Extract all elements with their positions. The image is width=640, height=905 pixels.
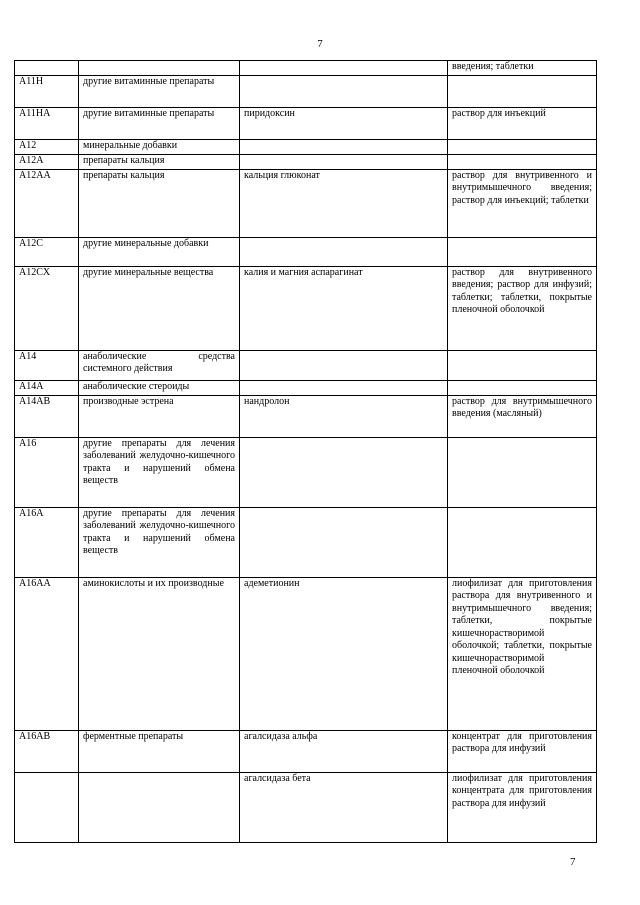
- atc-code-cell: A12A: [15, 154, 79, 169]
- table-row: [15, 507, 597, 577]
- drug-cell: агалсидаза бета: [240, 772, 448, 842]
- form-cell: раствор для внутривенного введения; раствор для инфузий; таблетки; таблетки, покрытые пленочной оболочкой: [448, 266, 597, 350]
- drug-cell: [240, 154, 448, 169]
- form-cell: [448, 507, 597, 577]
- form-cell: [448, 237, 597, 266]
- form-cell: лиофилизат для приготовления раствора для внутривенного и внутримышечного введения; таблетки, покрытые кишечнорастворимой оболочкой; таблетки, покрытые кишечнорастворимой пленочной оболочкой: [448, 577, 597, 730]
- atc-code-cell: A12AA: [15, 169, 79, 237]
- form-cell: [448, 437, 597, 507]
- drug-cell: [240, 139, 448, 154]
- drug-cell: кальция глюконат: [240, 169, 448, 237]
- atc-code-cell: A11H: [15, 75, 79, 107]
- group-cell: другие витаминные препараты: [79, 107, 240, 139]
- table-row: [15, 107, 597, 139]
- table-row: [15, 577, 597, 730]
- table-row: [15, 437, 597, 507]
- table-row: [15, 139, 597, 154]
- group-cell: аминокислоты и их производные: [79, 577, 240, 730]
- atc-code-cell: A14AB: [15, 395, 79, 437]
- table-row: [15, 772, 597, 842]
- form-cell: введения; таблетки: [448, 61, 597, 76]
- drug-cell: адеметионин: [240, 577, 448, 730]
- drug-cell: агалсидаза альфа: [240, 730, 448, 772]
- atc-code-cell: [15, 772, 79, 842]
- table-row: [15, 380, 597, 395]
- atc-code-cell: A12: [15, 139, 79, 154]
- page-number-top: 7: [317, 38, 323, 50]
- form-cell: [448, 350, 597, 380]
- group-cell: другие минеральные вещества: [79, 266, 240, 350]
- atc-code-cell: [15, 61, 79, 76]
- atc-code-cell: A16: [15, 437, 79, 507]
- group-cell: другие минеральные добавки: [79, 237, 240, 266]
- atc-code-cell: A16AB: [15, 730, 79, 772]
- drug-cell: пиридоксин: [240, 107, 448, 139]
- group-cell: другие препараты для лечения заболеваний желудочно-кишечного тракта и нарушений обмена веществ: [79, 437, 240, 507]
- table-row: [15, 350, 597, 380]
- group-cell: ферментные препараты: [79, 730, 240, 772]
- drug-cell: [240, 350, 448, 380]
- form-cell: [448, 139, 597, 154]
- form-cell: [448, 380, 597, 395]
- group-cell: другие витаминные препараты: [79, 75, 240, 107]
- table-row: [15, 154, 597, 169]
- atc-code-cell: A12C: [15, 237, 79, 266]
- form-cell: раствор для инъекций: [448, 107, 597, 139]
- drug-cell: нандролон: [240, 395, 448, 437]
- atc-code-cell: A11HA: [15, 107, 79, 139]
- form-cell: лиофилизат для приготовления концентрата для приготовления раствора для инфузий: [448, 772, 597, 842]
- form-cell: раствор для внутривенного и внутримышечного введения; раствор для инъекций; таблетки: [448, 169, 597, 237]
- atc-code-cell: A16A: [15, 507, 79, 577]
- table-row: [15, 395, 597, 437]
- group-cell: производные эстрена: [79, 395, 240, 437]
- group-cell: [79, 772, 240, 842]
- form-cell: [448, 75, 597, 107]
- group-cell: минеральные добавки: [79, 139, 240, 154]
- drug-cell: [240, 75, 448, 107]
- table-row: [15, 169, 597, 237]
- drug-cell: [240, 237, 448, 266]
- group-cell: анаболические стероиды: [79, 380, 240, 395]
- drug-cell: [240, 507, 448, 577]
- drug-cell: [240, 437, 448, 507]
- group-cell: [79, 61, 240, 76]
- table-row: [15, 75, 597, 107]
- form-cell: раствор для внутримышечного введения (масляный): [448, 395, 597, 437]
- atc-code-cell: A14: [15, 350, 79, 380]
- drug-cell: [240, 380, 448, 395]
- form-cell: [448, 154, 597, 169]
- page-number-bottom: 7: [570, 856, 576, 868]
- drug-table: [14, 60, 597, 843]
- table-row: [15, 266, 597, 350]
- form-cell: концентрат для приготовления раствора для инфузий: [448, 730, 597, 772]
- group-cell: препараты кальция: [79, 169, 240, 237]
- group-cell: анаболические средства системного действия: [79, 350, 240, 380]
- table-row: [15, 237, 597, 266]
- group-cell: препараты кальция: [79, 154, 240, 169]
- table-row: [15, 730, 597, 772]
- atc-code-cell: A14A: [15, 380, 79, 395]
- drug-cell: [240, 61, 448, 76]
- atc-code-cell: A16AA: [15, 577, 79, 730]
- atc-code-cell: A12CX: [15, 266, 79, 350]
- drug-cell: калия и магния аспарагинат: [240, 266, 448, 350]
- table-row: [15, 61, 597, 76]
- group-cell: другие препараты для лечения заболеваний желудочно-кишечного тракта и нарушений обмена веществ: [79, 507, 240, 577]
